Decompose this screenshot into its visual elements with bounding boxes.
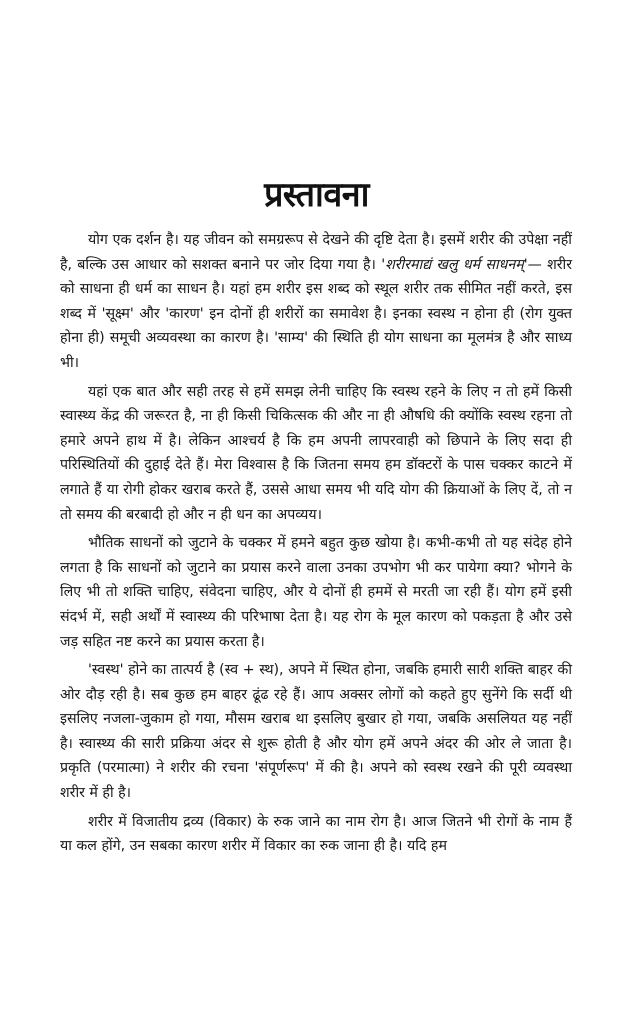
paragraph-1 [60, 228, 572, 376]
sanskrit-quote: 'शरीरमाद्यं खलु धर्म साधनम्' [381, 256, 528, 273]
paragraph-4 [60, 658, 572, 806]
paragraph-4-text: 'स्वस्थ' होने का तात्पर्य है (स्व + स्थ), अपने में स्थित होना, जबकि हमारी सारी शक्ति बाहर की ओर दौड़ रही है। सब कुछ हम बाहर ढूंढ रहे हैं। आप अक्सर लोगों को कहते हुए सुनेंगे कि सर्दी थी इसलिए नजला-जुकाम हो गया, मौसम खराब था इसलिए बुखार हो गया, जबकि असलियत यह नहीं है। स्वास्थ्य की सारी प्रक्रिया अंदर से शुरू होती है और योग हमें अपने अंदर की ओर ले जाता है। प्रकृति (परमात्मा) ने शरीर की रचना 'संपूर्णरूप' में की है। अपने को स्वस्थ रखने की पूरी व्यवस्था शरीर में ही है। [60, 662, 572, 802]
page-title: प्रस्तावना [264, 174, 369, 215]
paragraph-2-text: यहां एक बात और सही तरह से हमें समझ लेनी चाहिए कि स्वस्थ रहने के लिए न तो हमें किसी स्वास्थ्य केंद्र की जरूरत है, ना ही किसी चिकित्सक की और ना ही औषधि की क्योंकि स्वस्थ रहना तो हमारे अपने हाथ में है। लेकिन आश्चर्य है कि हम अपनी लापरवाही को छिपाने के लिए सदा ही परिस्थितियों की दुहाई देते हैं। मेरा विश्वास है कि जितना समय हम डॉक्टरों के पास चक्कर काटने में लगाते हैं या रोगी होकर खराब करते हैं, उससे आधा समय भी यदि योग की क्रियाओं के लिए दें, तो न तो समय की बरबादी हो और न ही धन का अपव्यय। [60, 383, 572, 523]
body-text [60, 228, 572, 863]
paragraph-3-text: भौतिक साधनों को जुटाने के चक्कर में हमने बहुत कुछ खोया है। कभी-कभी तो यह संदेह होने लगता है कि साधनों को जुटाने का प्रयास करने वाला उनका उपभोग भी कर पायेगा क्या? भोगने के लिए भी तो शक्ति चाहिए, संवेदना चाहिए, और ये दोनों ही हममें से मरती जा रही हैं। योग हमें इसी संदर्भ में, सही अर्थों में स्वास्थ्य की परिभाषा देता है। यह रोग के मूल कारण को पकड़ता है और उसे जड़ सहित नष्ट करने का प्रयास करता है। [60, 535, 572, 650]
paragraph-2 [60, 380, 572, 528]
paragraph-1-text-b: — शरीर को साधना ही धर्म का साधन है। यहां हम शरीर इस शब्द को स्थूल शरीर तक सीमित नहीं करते, इस शब्द में 'सूक्ष्म' और 'कारण' इन दोनों ही शरीरों का समावेश है। इनका स्वस्थ न होना ही (रोग युक्त होना ही) समूची अव्यवस्था का कारण है। 'साम्य' की स्थिति ही योग साधना का मूलमंत्र है और साध्य भी। [60, 256, 573, 371]
paragraph-3 [60, 531, 572, 654]
paragraph-5-text: शरीर में विजातीय द्रव्य (विकार) के रुक जाने का नाम रोग है। आज जितने भी रोगों के नाम हैं या कल होंगे, उन सबका कारण शरीर में विकार का रुक जाना ही है। यदि हम [60, 813, 572, 855]
paragraph-1-text-a: योग एक दर्शन है। यह जीवन को समग्ररूप से देखने की दृष्टि देता है। इसमें शरीर की उपेक्षा नहीं है, बल्कि उस आधार को सशक्त बनाने पर जोर दिया गया है। [60, 232, 572, 273]
paragraph-5 [60, 810, 572, 859]
